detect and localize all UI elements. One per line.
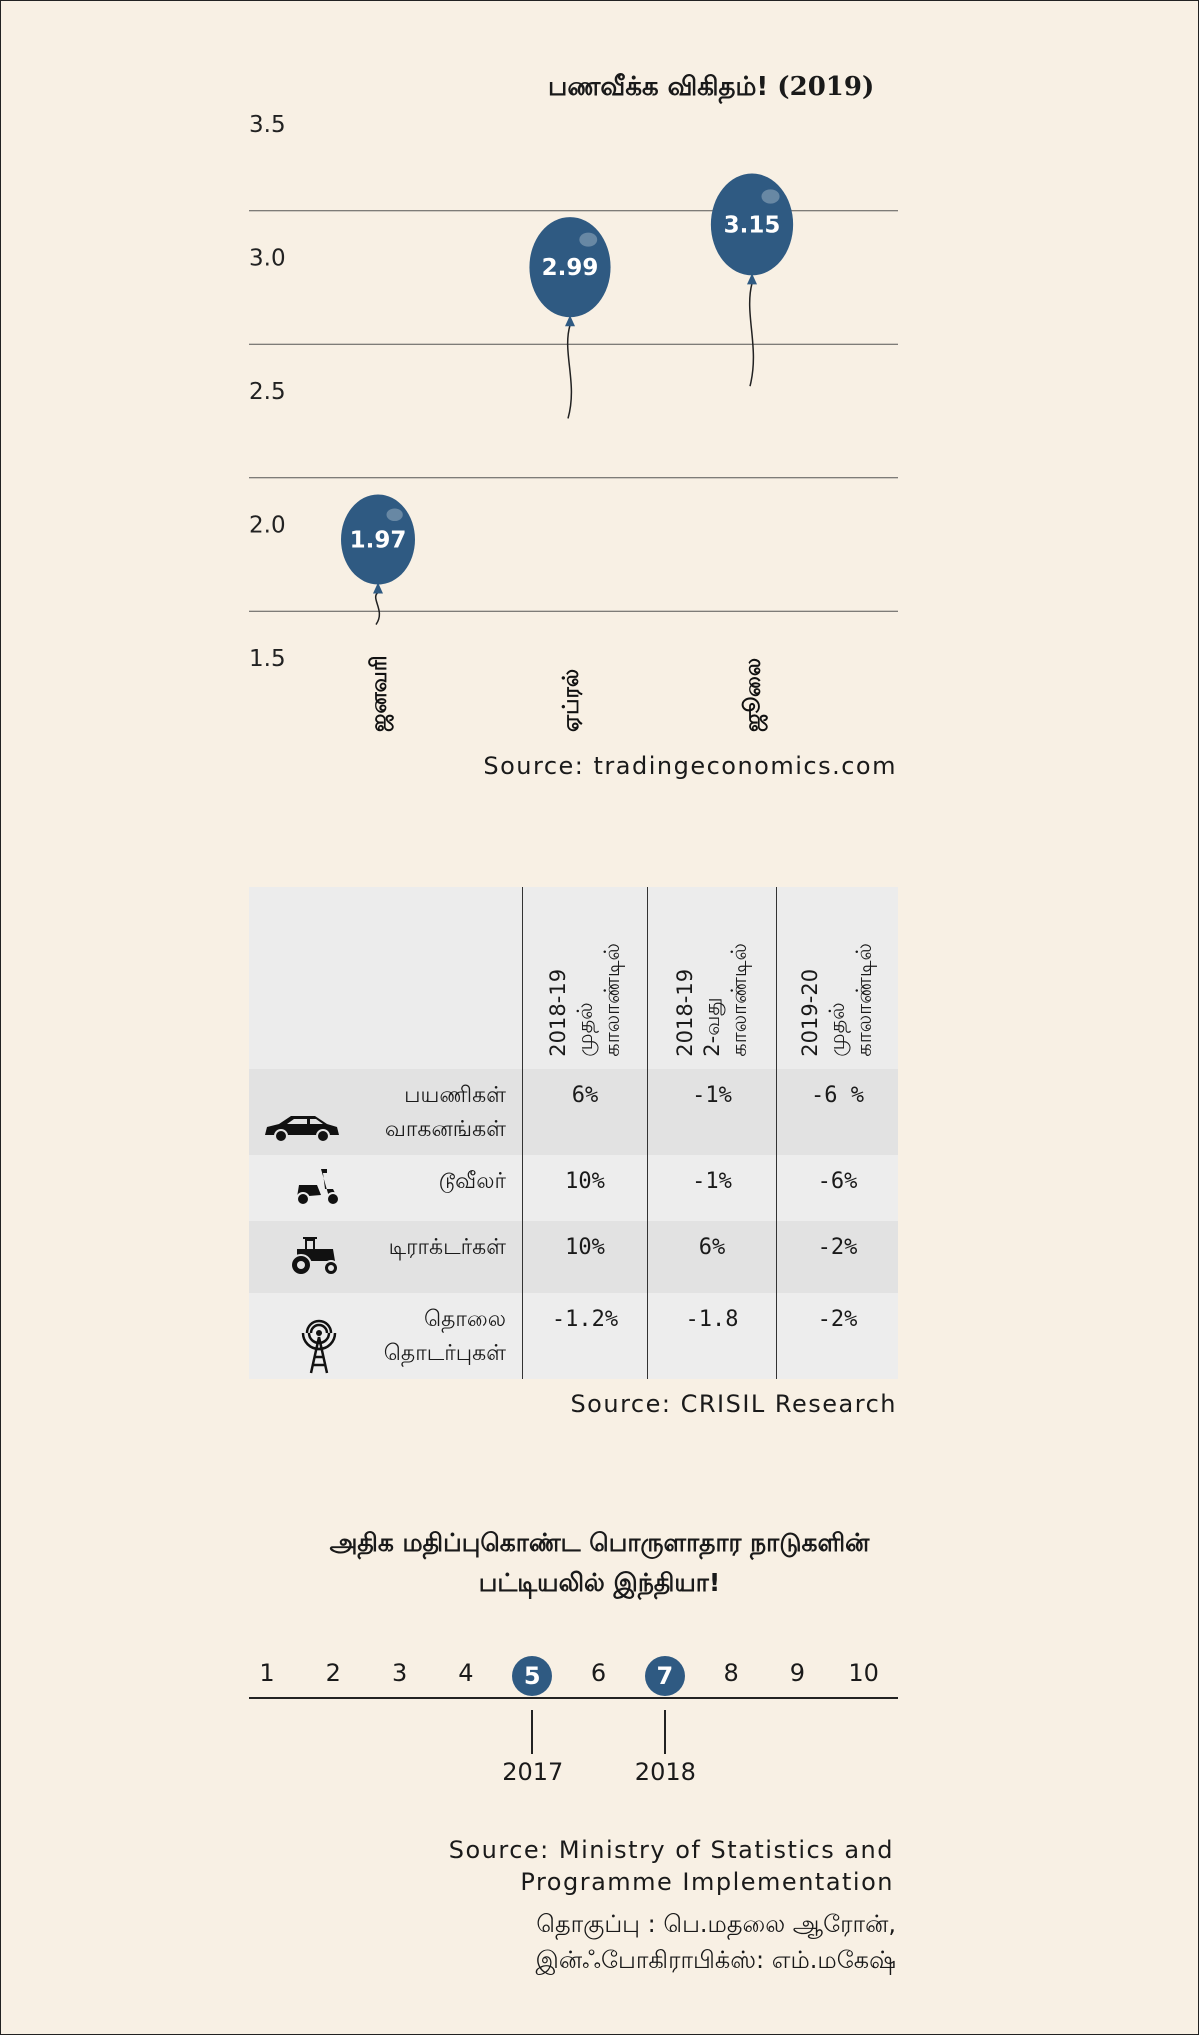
telecom-tower-icon <box>249 1293 339 1379</box>
credits: தொகுப்பு : பெ.மதலை ஆரோன், இன்ஃபோகிராபிக்ஸ்: எம்.மகேஷ் <box>535 1910 896 1974</box>
row-label: டூவீலர் <box>438 1169 506 1194</box>
table-header-row <box>249 887 898 1069</box>
table-cell: -1.2% <box>523 1293 648 1379</box>
balloon-chart <box>0 0 1199 760</box>
balloon-string <box>750 283 754 386</box>
rank-number: 1 <box>259 1659 275 1687</box>
rank-marker-highlighted: 7 <box>645 1656 685 1696</box>
table-cell: -6% <box>777 1155 899 1221</box>
data-label: 2.99 <box>541 255 599 282</box>
rank-number: 3 <box>391 1659 408 1687</box>
table-cell: 6% <box>523 1069 648 1155</box>
car-icon <box>249 1069 339 1155</box>
rank-number: 8 <box>723 1659 739 1687</box>
table-cell: -2% <box>777 1293 899 1379</box>
table-row <box>249 1293 898 1379</box>
table-cell: -1% <box>648 1155 777 1221</box>
year-tick <box>531 1710 533 1754</box>
rank-number: 4 <box>458 1659 474 1687</box>
rank-number: 10 <box>848 1659 879 1687</box>
x-category-label: ஏப்ரல் <box>559 668 584 732</box>
ranking-axis-line <box>249 1697 898 1699</box>
scooter-icon <box>249 1155 339 1221</box>
year-label: 2017 <box>502 1758 564 1786</box>
table-cell: -2% <box>777 1221 899 1293</box>
table-header-blank <box>249 887 523 1069</box>
row-label: பயணிகள் வாகனங்கள் <box>384 1083 506 1142</box>
balloon-string <box>568 325 572 418</box>
year-label: 2018 <box>634 1758 696 1786</box>
rank-number: 2 <box>325 1659 341 1687</box>
row-label: தொலை தொடர்புகள் <box>383 1307 506 1366</box>
ranking-source: Source: Ministry of Statistics and Programme Implementation <box>448 1836 894 1896</box>
x-category-label: ஜனவரி <box>367 655 392 732</box>
table-cell: 6% <box>648 1221 777 1293</box>
year-tick <box>664 1710 666 1754</box>
rank-marker-highlighted: 5 <box>512 1656 552 1696</box>
table-row <box>249 1221 898 1293</box>
sales-growth-table <box>249 887 898 1379</box>
tractor-icon <box>249 1221 339 1293</box>
rank-number: 9 <box>789 1659 806 1687</box>
data-label: 3.15 <box>723 212 781 239</box>
table-cell: 10% <box>523 1155 648 1221</box>
y-tick-label: 1.5 <box>249 646 286 672</box>
row-label: டிராக்டர்கள் <box>388 1235 506 1260</box>
x-category-label: ஜூலை <box>741 657 766 732</box>
table-cell: -1.8 <box>648 1293 777 1379</box>
y-tick-label: 2.0 <box>249 512 286 539</box>
data-label: 1.97 <box>349 527 407 554</box>
balloon-highlight <box>387 508 403 521</box>
y-tick-label: 3.0 <box>249 245 286 272</box>
table-row <box>249 1069 898 1155</box>
balloon-string <box>376 593 380 625</box>
balloon-highlight <box>761 189 779 203</box>
ranking-title: அதிக மதிப்புகொண்ட பொருளாதார நாடுகளின் பட்டியலில் இந்தியா! <box>329 1528 870 1597</box>
column-header: 2019-20 முதல் காலாண்டில் <box>777 887 899 1069</box>
rank-number: 6 <box>590 1659 607 1687</box>
column-header: 2018-19 முதல் காலாண்டில் <box>523 887 648 1069</box>
table-source: Source: CRISIL Research <box>570 1390 897 1418</box>
y-tick-label: 3.5 <box>249 112 286 138</box>
table-row <box>249 1155 898 1221</box>
table-cell: -1% <box>648 1069 777 1155</box>
table-cell: -6 % <box>777 1069 899 1155</box>
balloon-highlight <box>579 233 597 247</box>
column-header: 2018-19 2-வது காலாண்டில் <box>648 887 777 1069</box>
y-tick-label: 2.5 <box>249 379 286 405</box>
chart-source: Source: tradingeconomics.com <box>483 752 897 780</box>
chart-title: பணவீக்க விகிதம்! (2019) <box>548 72 875 102</box>
table-cell: 10% <box>523 1221 648 1293</box>
